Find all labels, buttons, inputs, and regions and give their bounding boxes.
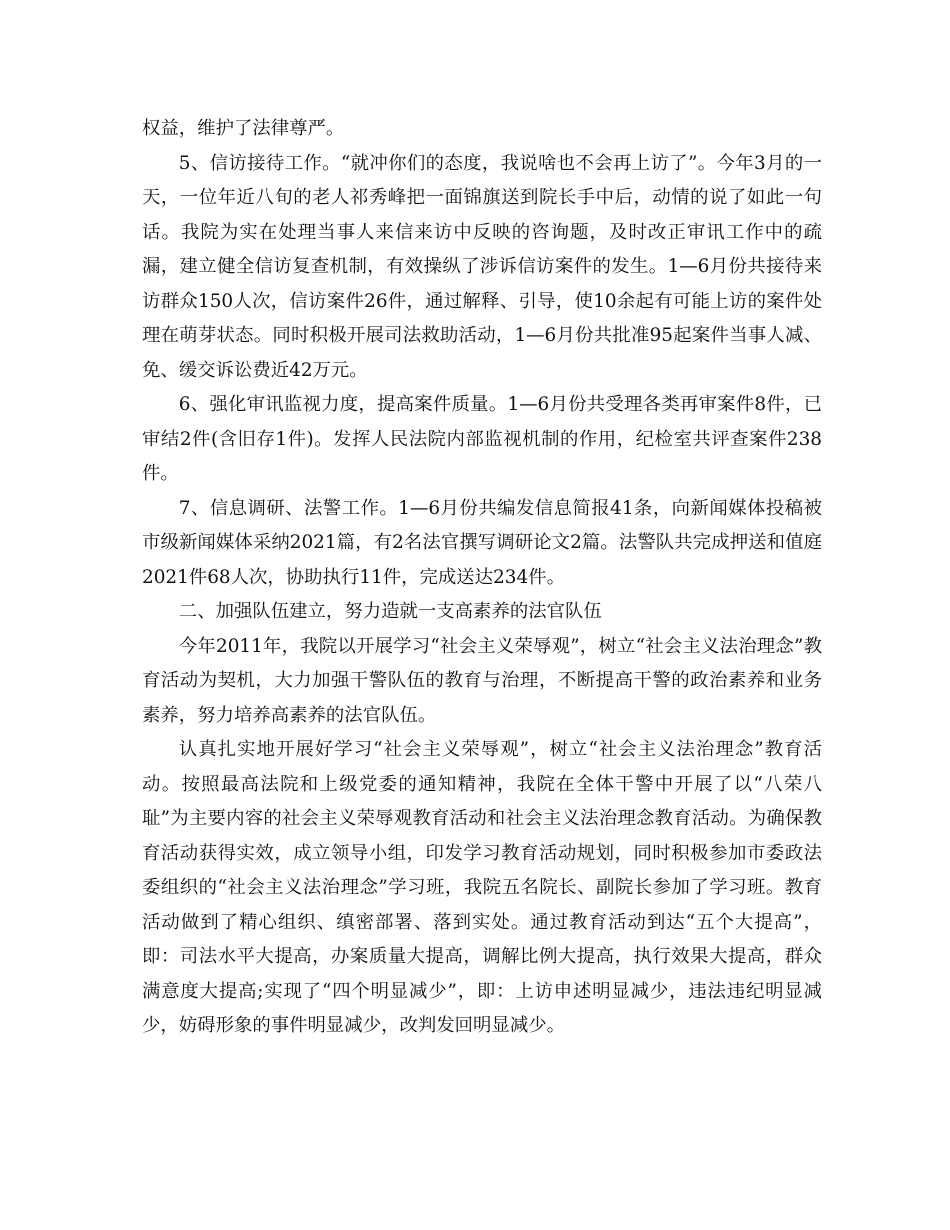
paragraph-information-research: 7、信息调研、法警工作。1—6月份共编发信息简报41条，向新闻媒体投稿被市级新闻媒体采纳2021篇，有2名法官撰写调研论文2篇。法警队共完成押送和值庭2021件68人次，协助执行11件，完成送达234件。	[142, 497, 822, 588]
document-body	[142, 112, 822, 1044]
paragraph-petition-reception: 5、信访接待工作。“就冲你们的态度，我说啥也不会再上访了”。今年3月的一天，一位年近八旬的老人祁秀峰把一面锦旗送到院长手中后，动情的说了如此一句话。我院为实在处理当事人来信来访中反映的咨询题，及时改正审讯工作中的疏漏，建立健全信访复查机制，有效操纵了涉诉信访案件的发生。1—6月份共接待来访群众150人次，信访案件26件，通过解释、引导，使10余起有可能上访的案件处理在萌芽状态。同时积极开展司法救助活动，1—6月份共批准95起案件当事人减、免、缓交诉讼费近42万元。	[142, 152, 822, 381]
paragraph-education-activities: 认真扎实地开展好学习“社会主义荣辱观”，树立“社会主义法治理念”教育活动。按照最高法院和上级党委的通知精神，我院在全体干警中开展了以“八荣八耻”为主要内容的社会主义荣辱观教育活动和社会主义法治理念教育活动。为确保教育活动获得实效，成立领导小组，印发学习教育活动规划，同时积极参加市委政法委组织的“社会主义法治理念”学习班，我院五名院长、副院长参加了学习班。教育活动做到了精心组织、缜密部署、落到实处。通过教育活动到达“五个大提高”，即：司法水平大提高，办案质量大提高，调解比例大提高，执行效果大提高，群众满意度大提高;实现了“四个明显减少”，即：上访申述明显减少，违法违纪明显减少，妨碍形象的事件明显减少，改判发回明显减少。	[142, 739, 822, 1036]
paragraph-trial-supervision: 6、强化审讯监视力度，提高案件质量。1—6月份共受理各类再审案件8件，已审结2件(含旧存1件)。发挥人民法院内部监视机制的作用，纪检室共评查案件238件。	[142, 394, 822, 484]
paragraph-continuation: 权益，维护了法律尊严。	[142, 118, 345, 139]
paragraph-team-education: 今年2011年，我院以开展学习“社会主义荣辱观”，树立“社会主义法治理念”教育活动为契机，大力加强干警队伍的教育与治理，不断提高干警的政治素养和业务素养，努力培养高素养的法官队伍。	[142, 635, 822, 726]
section-heading-team-building: 二、加强队伍建立，努力造就一支高素养的法官队伍	[178, 601, 602, 622]
